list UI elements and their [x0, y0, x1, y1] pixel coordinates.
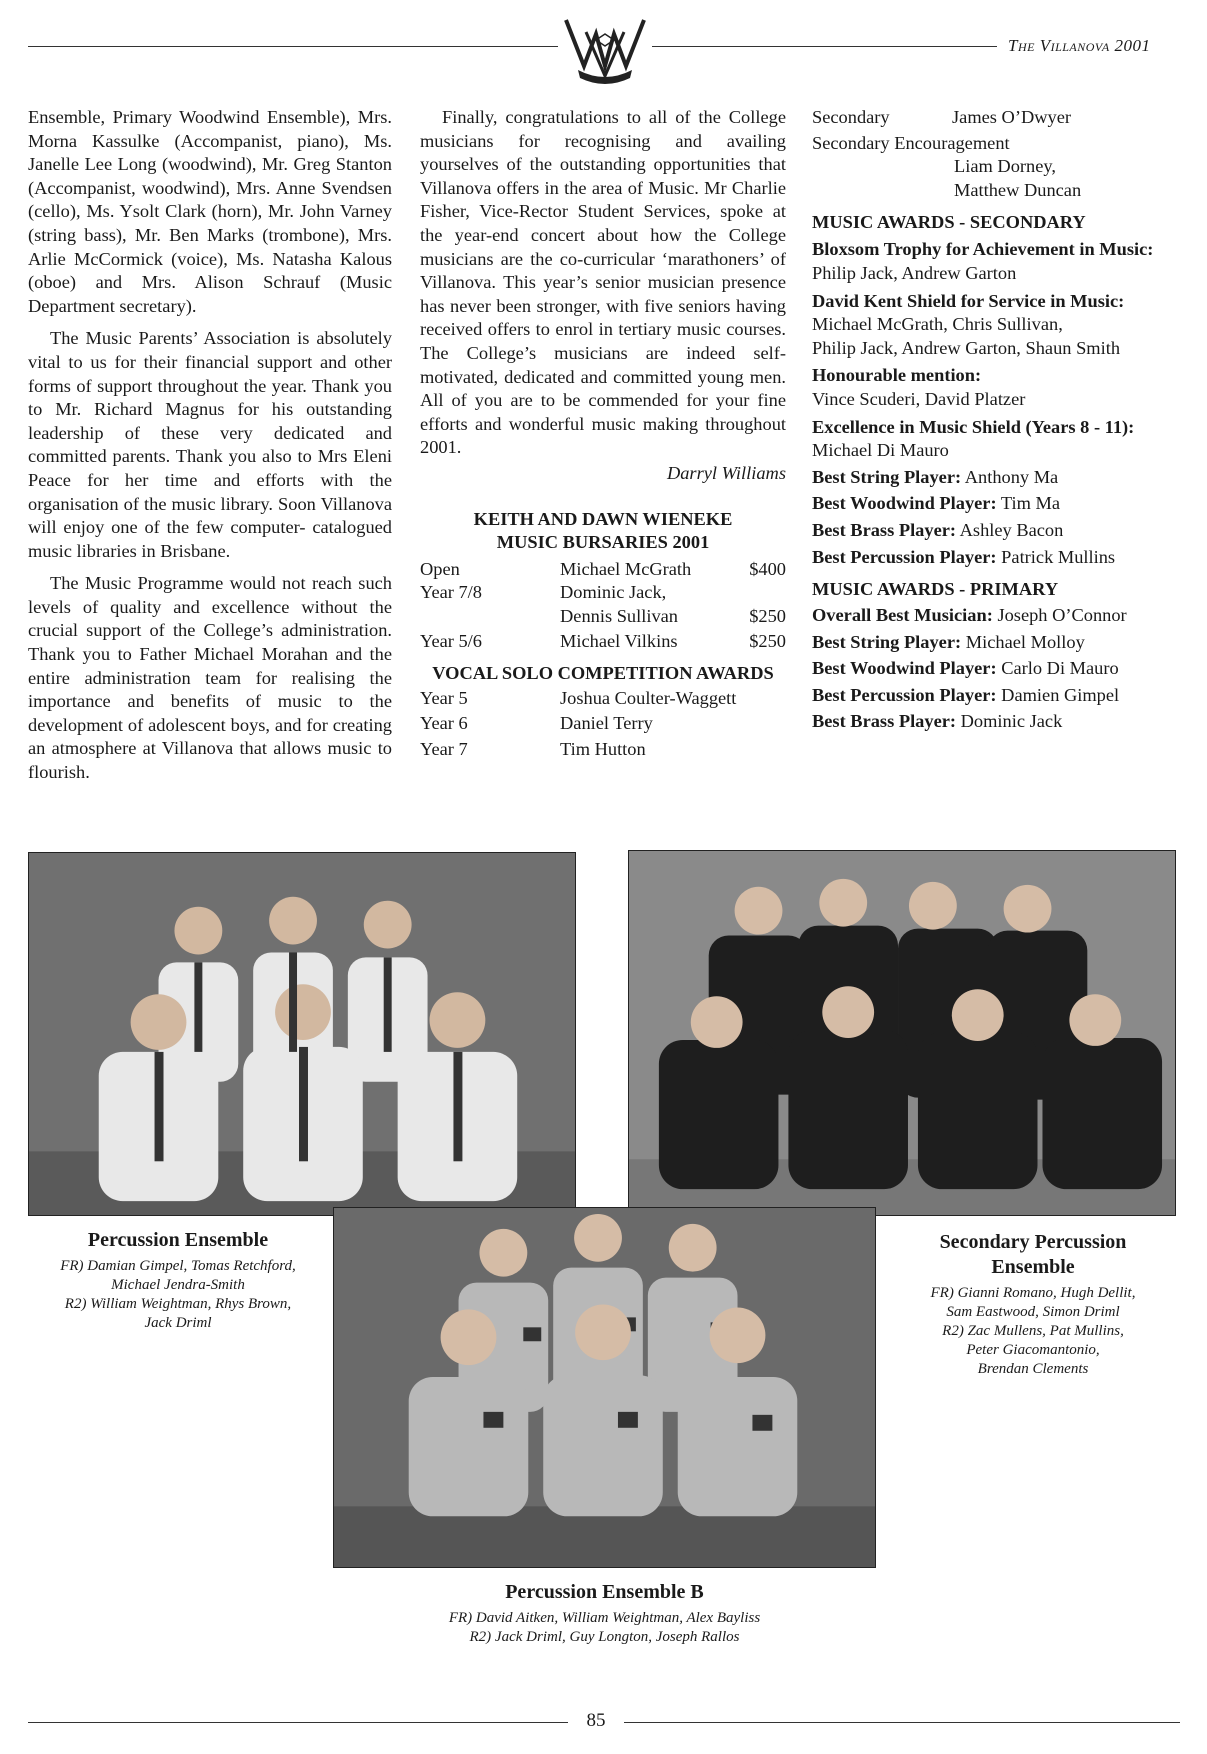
bursary-name: Michael Vilkins: [560, 631, 678, 652]
vocal-row: [420, 712, 786, 736]
signature: Darryl Williams: [666, 462, 786, 483]
vocal-name: Daniel Terry: [560, 713, 653, 734]
caption-line: FR) Damian Gimpel, Tomas Retchford,: [60, 1258, 296, 1274]
bursary-level: Open: [420, 558, 460, 579]
award-category: Best Woodwind Player:: [812, 658, 997, 679]
running-head-year: 2001: [1114, 36, 1151, 55]
award-winner: Ashley Bacon: [959, 519, 1064, 540]
percussion-ensemble-photo: [28, 852, 576, 1216]
vocal-level: Year 6: [420, 713, 468, 734]
caption-title: Percussion Ensemble: [87, 1229, 269, 1251]
caption-percussion-ensemble-b: [333, 1580, 876, 1647]
vocal-row: [420, 738, 786, 762]
award-category: Best Percussion Player:: [812, 684, 997, 705]
bursary-level: Year 5/6: [420, 631, 482, 652]
bursary-row: [420, 581, 786, 605]
caption-line: FR) Gianni Romano, Hugh Dellit,: [930, 1285, 1136, 1301]
bursaries-title-line-2: MUSIC BURSARIES 2001: [496, 531, 710, 552]
award-category: Best String Player:: [812, 631, 962, 652]
vocal-row: [420, 687, 786, 711]
column-3: [812, 106, 1182, 734]
secondary-percussion-ensemble-photo: [628, 850, 1176, 1216]
caption-line: Brendan Clements: [977, 1361, 1089, 1377]
percussion-ensemble-b-photo: [333, 1207, 876, 1568]
award-category: Best Woodwind Player:: [812, 493, 997, 514]
secondary-best-item: [812, 466, 1182, 490]
col2-paragraph-1: Finally, congratulations to all of the College musicians for recognising and availing yourselves of the outstanding opportunities that Villanova offers in the area of Music. Mr Charlie Fisher, Vice-Rector Student Services, spoke at the year-end concert about how the College musicians are the co-curricular ‘marathoners’ of Villanova. This year’s senior musician presence has never been stronger, with five seniors having received offers to enrol in tertiary music courses. The College’s musicians are indeed self-motivated, dedicated and committed young men. All of you are to be commended for your fine efforts and wonderful music making throughout 2001.: [420, 107, 786, 458]
primary-best-item: [812, 657, 1182, 681]
bursary-amount: $250: [749, 631, 786, 652]
award-category: Overall Best Musician:: [812, 605, 993, 626]
primary-awards-title: MUSIC AWARDS - PRIMARY: [812, 579, 1059, 600]
caption-line: R2) William Weightman, Rhys Brown,: [64, 1296, 292, 1312]
bursary-amount: $400: [749, 558, 786, 579]
caption-line: Michael Jendra-Smith: [111, 1277, 245, 1293]
secondary-best-item: [812, 519, 1182, 543]
page-number: 85: [586, 1710, 606, 1731]
encouragement-name: Matthew Duncan: [954, 179, 1082, 200]
secondary-name: James O’Dwyer: [952, 107, 1071, 127]
caption-line: Jack Driml: [144, 1315, 212, 1331]
vocal-name: Joshua Coulter-Waggett: [560, 687, 737, 708]
bloxsom-value: Philip Jack, Andrew Garton: [812, 262, 1017, 283]
award-winner: Damien Gimpel: [1001, 684, 1120, 705]
bursary-row: [420, 558, 786, 582]
primary-best-item: [812, 684, 1182, 708]
caption-title: Ensemble: [991, 1256, 1075, 1278]
primary-best-item: [812, 710, 1182, 734]
award-winner: Patrick Mullins: [1001, 546, 1116, 567]
award-winner: Carlo Di Mauro: [1001, 658, 1119, 679]
running-head: [1008, 36, 1150, 56]
bursary-name: Dennis Sullivan: [560, 605, 679, 626]
bloxsom-label: Bloxsom Trophy for Achievement in Music:: [812, 239, 1154, 260]
bursary-row: [420, 630, 786, 654]
vocal-level: Year 5: [420, 687, 468, 708]
caption-line: Sam Eastwood, Simon Driml: [946, 1304, 1120, 1320]
secondary-best-item: [812, 546, 1182, 570]
column-2: [420, 106, 786, 762]
bursary-row-cont: [420, 605, 786, 629]
honourable-value: Vince Scuderi, David Platzer: [812, 388, 1026, 409]
encouragement-label: Secondary Encouragement: [812, 132, 1010, 153]
encouragement-name: Liam Dorney,: [954, 156, 1056, 177]
caption-line: R2) Jack Driml, Guy Longton, Joseph Rallos: [469, 1629, 740, 1645]
primary-best-item: [812, 631, 1182, 655]
school-crest-logo: [560, 14, 650, 84]
secondary-label: Secondary: [812, 107, 890, 127]
vocal-name: Tim Hutton: [560, 739, 646, 760]
caption-title: Percussion Ensemble B: [505, 1581, 704, 1603]
bursary-amount: $250: [749, 605, 786, 626]
caption-line: R2) Zac Mullens, Pat Mullins,: [942, 1323, 1124, 1339]
award-winner: Anthony Ma: [964, 466, 1059, 487]
award-winner: Joseph O’Connor: [997, 605, 1127, 626]
secondary-awards-title: MUSIC AWARDS - SECONDARY: [812, 212, 1086, 233]
secondary-best-item: [812, 492, 1182, 516]
award-winner: Tim Ma: [1000, 493, 1060, 514]
honourable-label: Honourable mention:: [812, 365, 982, 386]
award-category: Best Brass Player:: [812, 519, 957, 540]
footer-rule-left: [28, 1722, 568, 1723]
kent-value: Michael McGrath, Chris Sullivan,: [812, 314, 1063, 335]
excellence-label: Excellence in Music Shield (Years 8 - 11):: [812, 416, 1135, 437]
secondary-award-row: [812, 106, 1182, 130]
col1-paragraph-2: The Music Parents’ Association is absolutely vital to us for their financial support and other forms of support throughout the year. Thank you to Mr. Richard Magnus for his outstanding leadership of these very dedicated and committed parents. Thank you also to Mrs Eleni Peace for her time and efforts with the organisation of the music library. Soon Villanova will enjoy one of the few computer- catalogued music libraries in Brisbane.: [28, 328, 392, 561]
col1-paragraph-3: The Music Programme would not reach such levels of quality and excellence without the crucial support of the College’s administration. Thank you to Father Michael Morahan and the entire administration team for realising the importance and benefits of music to the development of adolescent boys, and for creating an atmosphere at Villanova that allows music to flourish.: [28, 573, 392, 783]
award-category: Best Brass Player:: [812, 711, 957, 732]
award-category: Best String Player:: [812, 466, 962, 487]
caption-percussion-ensemble: [28, 1228, 328, 1333]
primary-best-item: [812, 604, 1182, 628]
header-rule-right: [652, 46, 997, 47]
bursaries-title-line-1: KEITH AND DAWN WIENEKE: [473, 508, 733, 529]
caption-title: Secondary Percussion: [939, 1231, 1127, 1253]
col1-paragraph-1: Ensemble, Primary Woodwind Ensemble), Mrs. Morna Kassulke (Accompanist, piano), Ms. Janelle Lee Long (woodwind), Mr. Greg Stanton (Accompanist, woodwind), Mrs. Anne Svendsen (cello), Ms. Ysolt Clark (horn), Mr. John Varney (string bass), Mr. Ben Marks (trombone), Mrs. Arlie McCormick (voice), Ms. Natasha Kalous (oboe) and Mrs. Alison Schrauf (Music Department secretary).: [28, 107, 392, 316]
header-rule-left: [28, 46, 558, 47]
vocal-level: Year 7: [420, 739, 468, 760]
caption-line: Peter Giacomantonio,: [966, 1342, 1100, 1358]
running-head-title: The Villanova: [1008, 36, 1110, 55]
excellence-value: Michael Di Mauro: [812, 440, 949, 461]
caption-line: FR) David Aitken, William Weightman, Alex Bayliss: [448, 1610, 761, 1626]
award-winner: Dominic Jack: [960, 711, 1063, 732]
award-winner: Michael Molloy: [965, 631, 1085, 652]
bursary-name: Michael McGrath: [560, 558, 692, 579]
bursary-name: Dominic Jack,: [560, 582, 667, 603]
caption-secondary-percussion-ensemble: [885, 1230, 1181, 1379]
bursary-level: Year 7/8: [420, 582, 482, 603]
award-category: Best Percussion Player:: [812, 546, 997, 567]
kent-label: David Kent Shield for Service in Music:: [812, 290, 1125, 311]
kent-value: Philip Jack, Andrew Garton, Shaun Smith: [812, 337, 1121, 358]
column-1: [28, 106, 392, 794]
vocal-awards-title: VOCAL SOLO COMPETITION AWARDS: [432, 662, 774, 683]
footer-rule-right: [624, 1722, 1180, 1723]
